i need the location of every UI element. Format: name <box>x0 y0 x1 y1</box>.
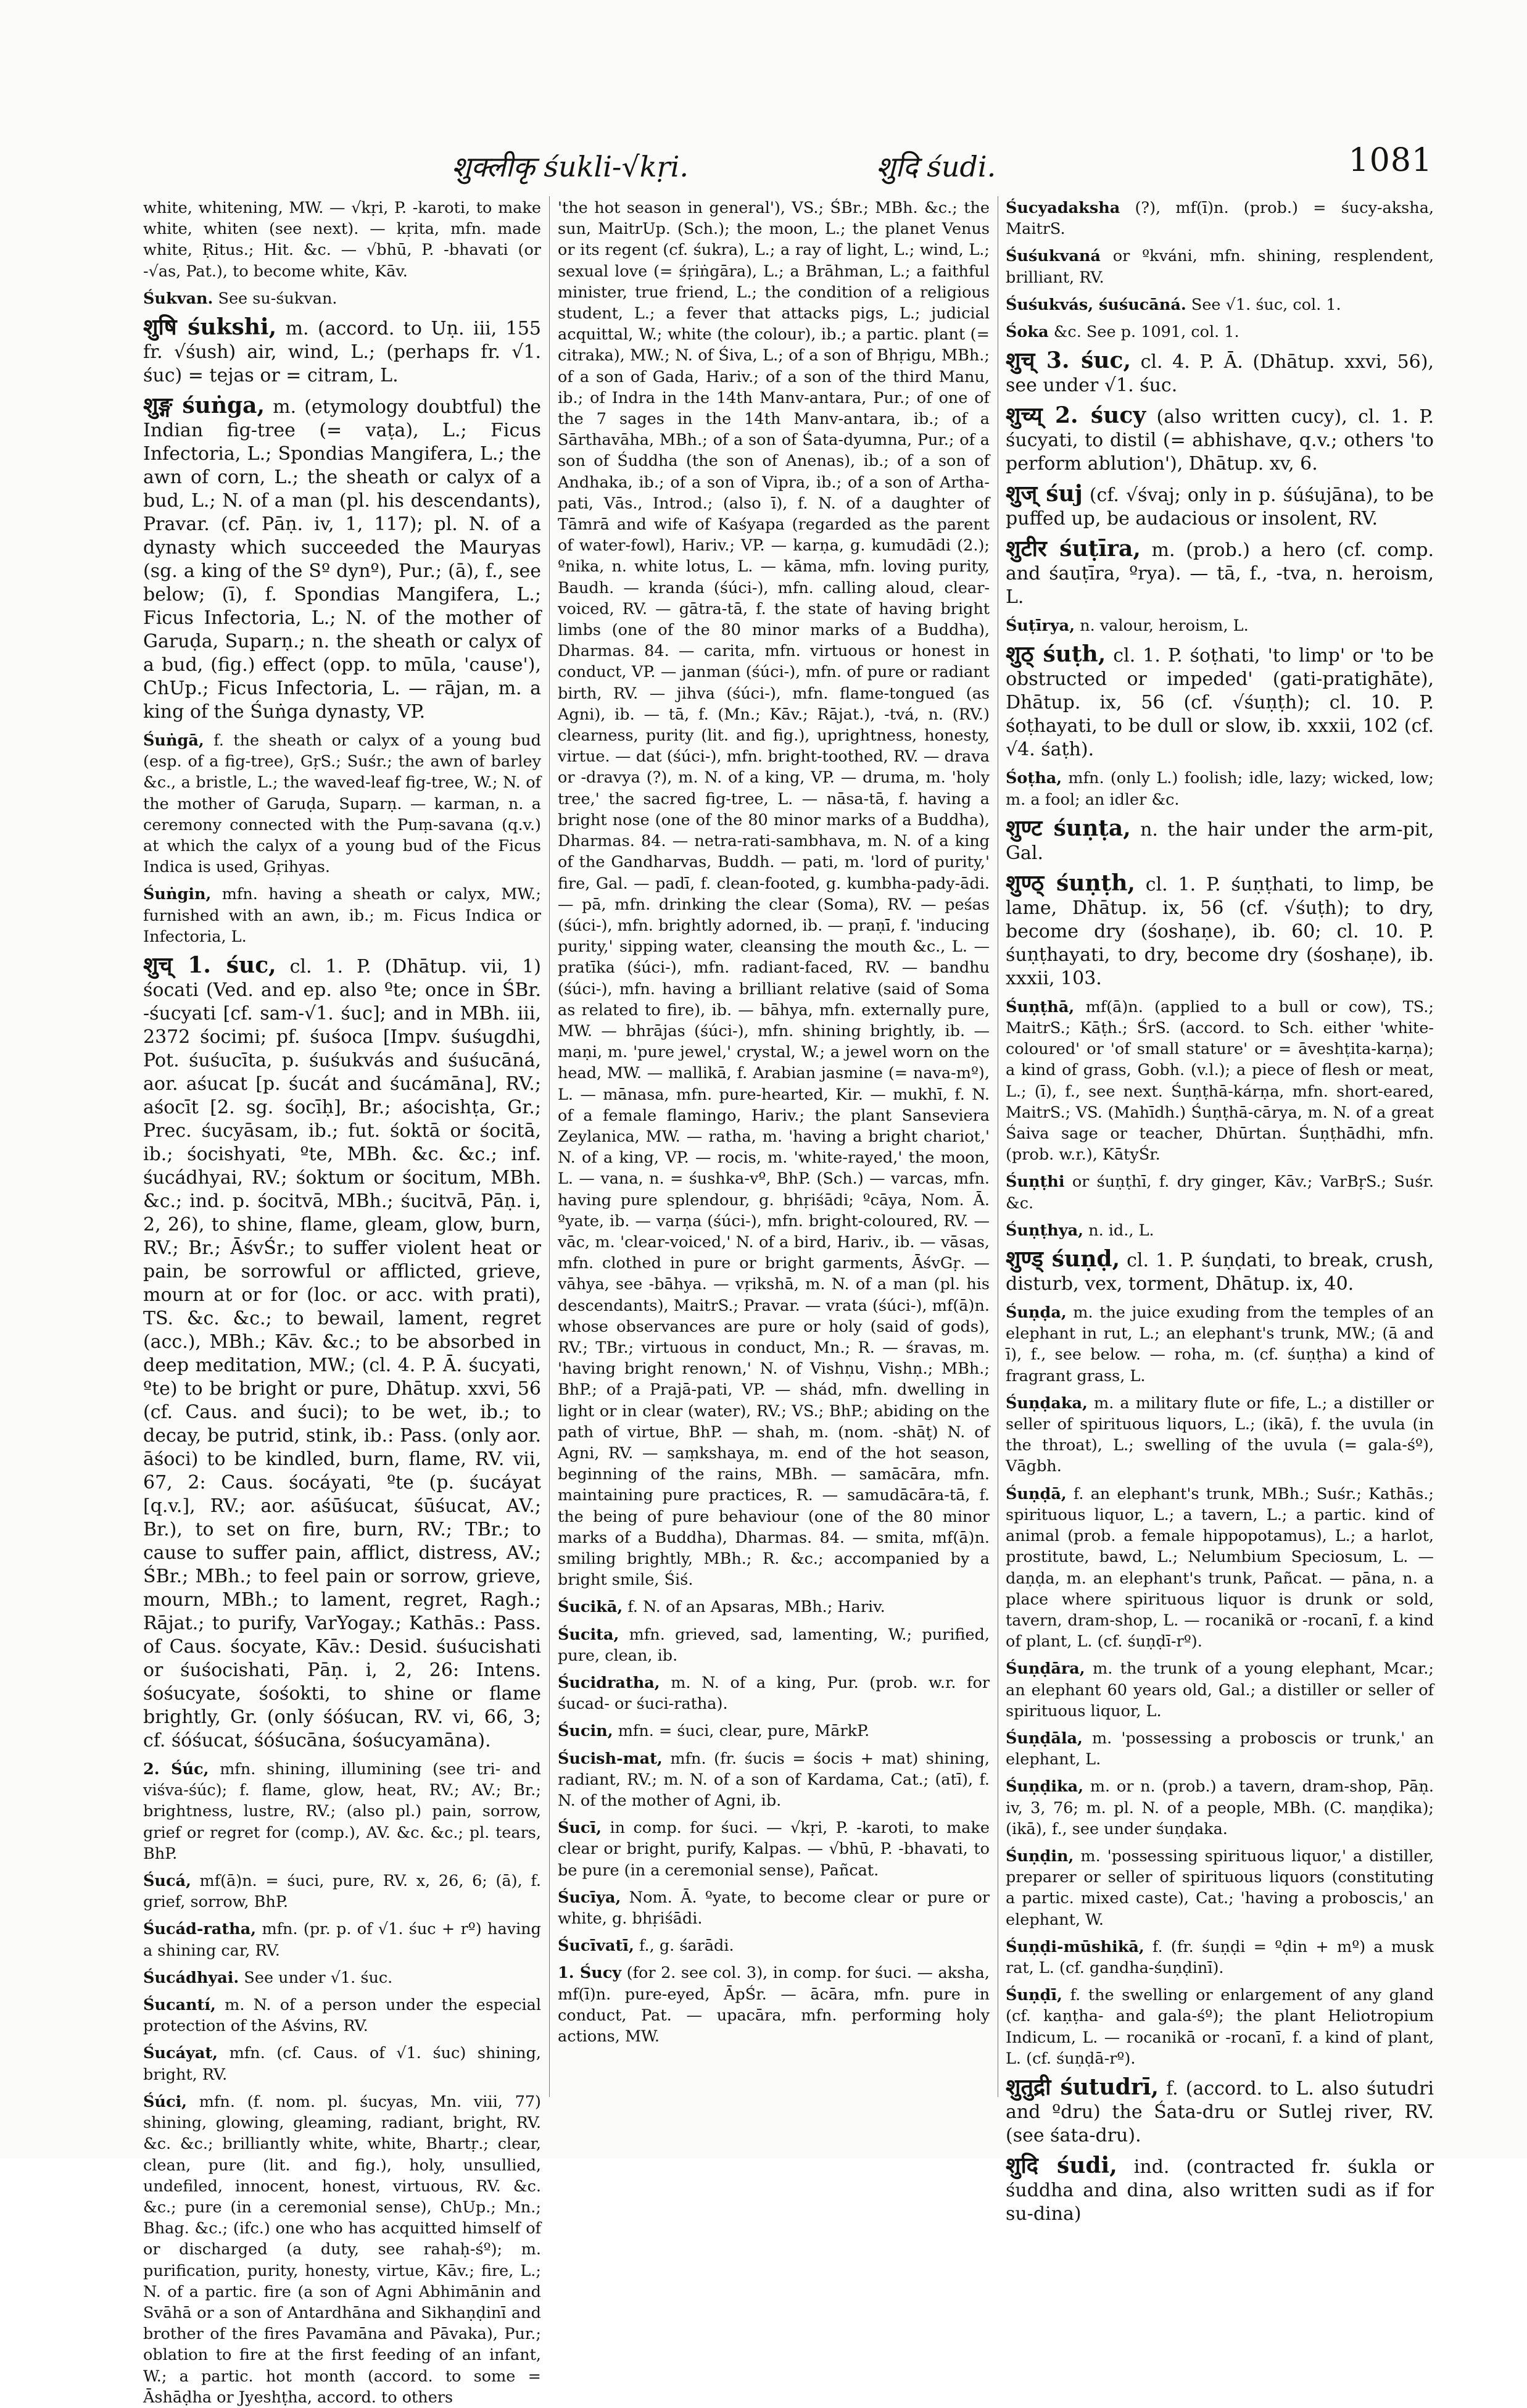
entry-definition: n. valour, heroism, L. <box>1080 617 1249 636</box>
dictionary-entry <box>1006 1846 1434 1930</box>
entry-definition: m. (prob.) a hero (cf. comp. and śauṭīra, ºrya). — tā, f., -tva, n. heroism, L. <box>1006 539 1434 608</box>
entry-definition: m. (etymology doubtful) the Indian fig-tree (= vaṭa), L.; Ficus Infectoria, L.; Spondias Mangifera, L.; the awn of corn, L.; the sheath or calyx of a bud, L.; N. of a man (pl. his descendants), Pravar. (cf. Pāṇ. iv, 1, 117); pl. N. of a dynasty which succeeded the Mauryas (sg. a king of the Sº dynº), Pur.; (ā), f., see below; (ī), f. Spondias Mangifera, L.; Ficus Infectoria, L.; N. of the mother of Garuḍa, Suparṇ.; n. the sheath or calyx of a bud, (fig.) effect (opp. to mūla, 'cause'), ChUp.; Ficus Infectoria, L. — rājan, m. a king of the Śuṅga dynasty, VP. <box>143 396 541 723</box>
entry-definition: Nom. Ā. ºyate, to become clear or pure or white, g. bhṛiśādi. <box>558 1888 990 1928</box>
entry-headword: Śucish-mat, <box>558 1749 663 1768</box>
entry-definition: m. (accord. to Uṇ. iii, 155 fr. √śush) air, wind, L.; (perhaps fr. √1. śuc) = tejas or = citram, L. <box>143 318 542 387</box>
entry-headword: Śuṭīrya, <box>1006 617 1075 636</box>
dictionary-entry <box>1006 642 1434 762</box>
dictionary-entry <box>143 953 541 1753</box>
entry-headword: शुदि śudi, <box>1006 2152 1117 2178</box>
entry-definition: cl. 1. P. śuṇḍati, to break, crush, disturb, vex, torment, Dhātup. ix, 40. <box>1006 1250 1434 1295</box>
entry-headword: Śucikā, <box>558 1598 623 1617</box>
dictionary-entry <box>1006 1393 1434 1477</box>
column-2 <box>558 197 990 2098</box>
entry-definition: m. a military flute or fife, L.; a distiller or seller of spirituous liquors, L.; (ikā), f. the uvula (in the throat), L.; swelling of the uvula (= gala-śº), Vāgbh. <box>1006 1393 1434 1476</box>
entry-definition: (for 2. see col. 3), in comp. for śuci. — aksha, mf(ī)n. pure-eyed, ĀpŚr. — ācāra, mfn. pure in conduct, Pat. — upacāra, mfn. performing holy actions, MW. <box>558 1964 990 2046</box>
dictionary-entry <box>1006 1776 1434 1840</box>
entry-headword: Śoṭha, <box>1006 769 1062 788</box>
entry-headword: Śucīya, <box>558 1888 621 1907</box>
entry-headword: Śucáyat, <box>143 2044 218 2063</box>
dictionary-entry <box>143 2043 541 2085</box>
entry-headword: Śucī, <box>558 1819 602 1838</box>
entry-headword: Śuṇḍāla, <box>1006 1729 1083 1748</box>
column-1 <box>143 197 542 2407</box>
entry-headword: Śuśukvás, śuśucāná. <box>1006 295 1186 314</box>
entry-headword: Śuṇḍaka, <box>1006 1393 1088 1413</box>
dictionary-entry <box>143 1919 541 1961</box>
middle-running-head: शुदि śudi. <box>876 150 996 183</box>
entry-headword: Śucīvatī, <box>558 1937 634 1956</box>
dictionary-entry <box>1006 197 1434 239</box>
entry-headword: शुठ् śuṭh, <box>1006 641 1106 668</box>
entry-definition: n. the hair under the arm-pit, Gal. <box>1006 818 1434 864</box>
entry-headword: Śuṅgā, <box>143 731 204 750</box>
entry-definition: mf(ā)n. = śuci, pure, RV. x, 26, 6; (ā), f. grief, sorrow, BhP. <box>143 1872 541 1912</box>
dictionary-entry <box>1006 322 1434 343</box>
entry-headword: Śuṇḍin, <box>1006 1846 1074 1866</box>
dictionary-entry <box>1006 1985 1434 2069</box>
entry-headword: Śuṇṭhā, <box>1006 997 1075 1016</box>
entry-headword: शुङ्ग śuṅga, <box>143 392 265 419</box>
entry-headword: Śuṇṭhya, <box>1006 1221 1084 1240</box>
entry-headword: Śoka <box>1006 323 1049 342</box>
entry-headword: Śuṇṭhi <box>1006 1173 1065 1192</box>
dictionary-entry <box>143 197 541 282</box>
entry-definition: mfn. shining, illumining (see tri- and viśva-śúc); f. flame, glow, heat, RV.; AV.; Br.; brightness, lustre, RV.; (also pl.) pain, sorrow, grief or regret for (comp.), AV. &c. &c.; pl. tears, BhP. <box>143 1760 542 1863</box>
entry-headword: Śuṇḍi-mūshikā, <box>1006 1937 1144 1956</box>
entry-definition: (?), mf(ī)n. (prob.) = śucy-aksha, MaitrS. <box>1006 199 1434 239</box>
entry-definition: cl. 1. P. śuṇṭhati, to limp, be lame, Dhātup. ix, 56 (cf. √śuṭh); to dry, become dry (śoshaṇe), ib. 60; cl. 10. P. śuṇṭhayati, to dry, become dry (śoshaṇe), ib. xxxii, 103. <box>1006 873 1434 989</box>
entry-definition: n. id., L. <box>1088 1221 1154 1240</box>
entry-definition: f. the sheath or calyx of a young bud (esp. of a fig-tree), GṛS.; Suśr.; the awn of barley &c., a bristle, L.; the waved-leaf fig-tree, W.; N. of the mother of Garuḍa, Suparṇ. — karman, n. a ceremony connected with the Puṃ-savana (q.v.) at which the calyx of a young bud of the Ficus Indica is used, Gṛihyas. <box>143 731 541 877</box>
dictionary-entry <box>1006 816 1434 865</box>
entry-definition: cl. 1. P. (Dhātup. vii, 1) śocati (Ved. and ep. also ºte; once in ŚBr. -śucyati [cf. sam-√1. śuc]; and in MBh. iii, 2372 śocimi; pf. śuśoca [Impv. śuśugdhi, Pot. śuśucīta, p. śuśukvás and śuśucāná, aor. aśucat [p. śucát and śucámāna], RV.; aśocīt [2. sg. śocīḥ], Br.; aśocishṭa, Gr.; Prec. śucyāsam, ib.; fut. śoktā or śocitā, ib.; śocishyati, ºte, MBh. &c. &c.; inf. śucádhyai, RV.; śoktum or śocitum, MBh. &c.; ind. p. śocitvā, MBh.; śucitvā, Pāṇ. i, 2, 26), to shine, flame, gleam, glow, burn, RV.; Br.; ĀśvŚr.; to suffer violent heat or pain, be sorrowful or afflicted, grieve, mourn at or for (loc. or acc. with prati), TS. &c. &c.; to bewail, lament, regret (acc.), MBh.; Kāv. &c.; to be absorbed in deep meditation, MW.; (cl. 4. P. Ā. śucyati, ºte) to be bright or pure, Dhātup. xxvi, 56 (cf. Caus. and śuci); to be wet, ib.; to decay, be putrid, stink, ib.: Pass. (only aor. āśoci) to be kindled, burn, flame, RV. vii, 67, 2: Caus. śocáyati, ºte (p. śucáyat [q.v.], RV.; aor. aśūśucat, śūśucat, AV.; Br.), to set on fire, burn, RV.; TBr.; to cause to suffer pain, afflict, distress, AV.; ŚBr.; MBh.; to feel pain or sorrow, grieve, mourn, MBh.; to lament, regret, Ragh.; Rājat.; to purify, VarYogay.; Kathās.: Pass. of Caus. śocyate, Kāv.: Desid. śuśucishati or śuśocishati, Pāṇ. i, 2, 26: Intens. śośucyate, śośokti, to shine or flame brightly, Gr. (only śóśucan, RV. vi, 66, 3; cf. śóśucat, śóśucāna, śośucyamāna). <box>143 956 541 1752</box>
entry-definition: mfn. (pr. p. of √1. śuc + rº) having a shining car, RV. <box>143 1920 541 1960</box>
entry-definition: cl. 4. P. Ā. (Dhātup. xxvi, 56), see under √1. śuc. <box>1006 351 1434 397</box>
dictionary-entry <box>1006 404 1434 476</box>
dictionary-entry <box>143 288 541 309</box>
dictionary-entry <box>1006 1728 1434 1770</box>
dictionary-entry <box>143 884 541 947</box>
dictionary-entry <box>1006 246 1434 288</box>
entry-definition: 'the hot season in general'), VS.; ŚBr.; MBh. &c.; the sun, MaitrUp. (Sch.); the moon, L.; the planet Venus or its regent (cf. śukra), L.; a ray of light, L.; wind, L.; sexual love (= śṛiṅgāra), L.; a Brāhman, L.; a faithful minister, true friend, L.; the condition of a religious student, L.; a fever that attacks pigs, L.; judicial acquittal, W.; white (the colour), ib.; a partic. plant (= citraka), MW.; N. of Śiva, L.; of a son of Bhṛigu, MBh.; of a son of Gada, Hariv.; of a son of the third Manu, ib.; of Indra in the 14th Manv-antara, Pur.; of one of the 7 sages in the 14th Manv-antara, ib.; of a Sārthavāha, MBh.; of a son of Śata-dyumna, Pur.; of a son of Śuddha (the son of Anenas), ib.; of a son of Andhaka, ib.; of a son of Vipra, ib.; of a son of Artha-pati, Vās., Introd.; (also ī), f. N. of a daughter of Tāmrā and wife of Kaśyapa (regarded as the parent of water-fowl), Hariv.; VP. — karṇa, g. kumudādi (2.); ºnika, n. white lotus, L. — kāma, mfn. loving purity, Baudh. — kranda (śúci-), mfn. calling aloud, clear-voiced, RV. — gātra-tā, f. the state of having bright limbs (one of the 80 minor marks of a Buddha), Dharmas. 84. — carita, mfn. virtuous or honest in conduct, VP. — janman (śúci-), mfn. of pure or radiant birth, RV. — jihva (śúci-), mfn. flame-tongued (as Agni), ib. — tā, f. (Mn.; Kāv.; Rājat.), -tvá, n. (RV.) clearness, purity (lit. and fig.), uprightness, honesty, virtue. — dat (śúci-), mfn. bright-toothed, RV. — drava or -dravya (?), m. N. of a king, VP. — druma, m. 'holy tree,' the sacred fig-tree, L. — nāsa-tā, f. having a bright nose (one of the 80 minor marks of a Buddha), Dharmas. 84. — netra-rati-sambhava, m. N. of a king of the Gandharvas, Buddh. — pati, m. 'lord of purity,' fire, Gal. — padī, f. clean-footed, g. kumbha-pady-ādi. — pā, mfn. drinking the clear (Soma), RV. — peśas (śúci-), mfn. brightly adorned, ib. — praṇī, f. 'inducing purity,' sipping water, cleansing the mouth &c., L. — pratīka (śúci-), mfn. radiant-faced, RV. — bandhu (śúci-), mfn. having a brilliant relative (said of Soma as related to fire), ib. — bāhya, mfn. externally pure, MW. — bhrājas (śúci-), mfn. shining brightly, ib. — maṇi, m. 'pure jewel,' crystal, W.; a jewel worn on the head, MW. — mallikā, f. Arabian jasmine (= nava-mº), L. — mānasa, mfn. pure-hearted, Kir. — mukhī, f. N. of a female flamingo, Hariv.; the plant Sanseviera Zeylanica, MW. — ratha, m. 'having a bright chariot,' N. of a king, VP. — rocis, m. 'white-rayed,' the moon, L. — vana, n. = śushka-vº, BhP. (Sch.) — varcas, mfn. having pure splendour, g. bhṛiśādi; ºcāya, Nom. Ā. ºyate, ib. — varṇa (śúci-), mfn. bright-coloured, RV. — vāc, m. 'clear-voiced,' N. of a bird, Hariv., ib. — vāsas, mfn. clothed in pure or bright garments, ĀśvGṛ. — vāhya, see -bāhya. — vṛikshā, m. N. of a man (pl. his descendants), MaitrS.; Pravar. — vrata (śúci-), mf(ā)n. whose observances are pure or holy (said of gods), RV.; TBr.; virtuous in conduct, Mn.; R. — śravas, m. 'having bright renown,' N. of Vishṇu, Vishṇ.; MBh.; BhP.; of a Prajā-pati, VP. — shád, mfn. dwelling in light or in clear (water), RV.; VS.; BhP.; abiding on the path of virtue, BhP. — shah, m. (nom. -shāṭ) N. of Agni, RV. — saṃkshaya, m. end of the hot season, beginning of the rains, MBh. — samācāra, mfn. maintaining pure practices, R. — samudācāra-tā, f. the being of pure behaviour (one of the 80 minor marks of a Buddha), Dharmas. 84. — smita, mf(ā)n. smiling brightly, MBh.; R. &c.; accompanied by a bright smile, Śiś. <box>558 199 990 1590</box>
entry-headword: 2. Śúc, <box>143 1760 209 1779</box>
dictionary-entry <box>1006 615 1434 636</box>
entry-definition: (also written cucy), cl. 1. P. śucyati, to distil (= abhishave, q.v.; others 'to perform ablution'), Dhātup. xv, 6. <box>1006 406 1434 475</box>
entry-definition: m. 'possessing spirituous liquor,' a distiller, preparer or seller of spirituous liquors (constituting a partic. mixed caste), Cat.; 'having a proboscis,' an elephant, W. <box>1006 1846 1434 1929</box>
dictionary-entry <box>558 1672 990 1714</box>
entry-definition: See under √1. śuc. <box>244 1968 393 1987</box>
entry-headword: शुषि śukshi, <box>143 314 277 341</box>
column-rule <box>549 196 550 2097</box>
entry-headword: शुण्ठ् śuṇṭh, <box>1006 870 1135 896</box>
entry-headword: Śucyadaksha <box>1006 199 1120 217</box>
entry-headword: Śuṇḍā, <box>1006 1484 1067 1503</box>
dictionary-entry <box>1006 482 1434 531</box>
dictionary-entry <box>143 1759 541 1864</box>
entry-definition: or śuṇṭhī, f. dry ginger, Kāv.; VarBṛS.; Suśr. &c. <box>1006 1173 1434 1213</box>
entry-headword: Śucita, <box>558 1625 619 1644</box>
entry-definition: &c. See p. 1091, col. 1. <box>1053 323 1239 342</box>
entry-definition: cl. 1. P. śoṭhati, 'to limp' or 'to be obstructed or impeded' (gati-pratighāte), Dhātup. ix, 56 (cf. √śuṇṭh); cl. 10. P. śoṭhayati, to be dull or slow, ib. xxxii, 102 (cf. √4. śaṭh). <box>1006 645 1434 761</box>
entry-definition: mfn. grieved, sad, lamenting, W.; purified, pure, clean, ib. <box>558 1625 990 1665</box>
dictionary-entry <box>143 2091 541 2408</box>
entry-definition: mf(ā)n. (applied to a bull or cow), TS.; MaitrS.; Kāṭh.; ŚrS. (accord. to Sch. either 'white-coloured' or 'of small stature' or = āveshṭita-karṇa); a kind of grass, Gobh. (v.l.); a piece of flesh or meat, L.; (ī), f., see next. Śuṇṭhā-kárṇa, mfn. short-eared, MaitrS.; VS. (Mahīdh.) Śuṇṭhā-cārya, m. N. of a great Śaiva sage or teacher, Dhūrtan. Śuṇṭhādhi, mfn. (prob. w.r.), KātyŚr. <box>1006 997 1434 1165</box>
entry-headword: Śucin, <box>558 1722 613 1741</box>
column-3 <box>1006 197 1434 2225</box>
dictionary-entry <box>1006 2154 1434 2226</box>
entry-definition: mfn. (f. nom. pl. śucyas, Mn. viii, 77) shining, glowing, gleaming, radiant, bright, RV. &c. &c.; brilliantly white, white, Bhartṛ.; clear, clean, pure (lit. and fig.), holy, unsullied, undefiled, innocent, honest, virtuous, RV. &c. &c.; pure (in a ceremonial sense), ChUp.; Mn.; Bhag. &c.; (ifc.) one who has acquitted himself of or discharged (a duty, see rahaḥ-śº); m. purification, purity, honesty, virtue, Kāv.; fire, L.; N. of a partic. fire (a son of Agni Abhimānin and Svāhā or a son of Antardhāna and Sikhaṇḍinī and brother of the fires Pavamāna and Pāvaka), Pur.; oblation to fire at the first feeding of an infant, W.; a partic. hot month (accord. to some = Āshāḍha or Jyeshṭha, accord. to others <box>143 2092 541 2407</box>
entry-headword: Śucantí, <box>143 1996 216 2015</box>
dictionary-entry <box>1006 294 1434 315</box>
page-header <box>143 135 1433 190</box>
entry-headword: शुज् śuj <box>1006 481 1083 507</box>
dictionary-entry <box>558 1748 990 1812</box>
dictionary-entry <box>558 1887 990 1929</box>
dictionary-entry <box>1006 1171 1434 1213</box>
entry-headword: Śucá, <box>143 1872 191 1891</box>
entry-headword: शुटीर śuṭīra, <box>1006 536 1141 562</box>
dictionary-entry <box>558 1596 990 1617</box>
entry-headword: Śuśukvaná <box>1006 247 1101 266</box>
dictionary-entry <box>1006 1937 1434 1978</box>
entry-headword: शुच्य् 2. śucy <box>1006 402 1146 429</box>
entry-headword: Śuṇḍa, <box>1006 1303 1067 1322</box>
entry-definition: f. an elephant's trunk, MBh.; Suśr.; Kathās.; spirituous liquor, L.; a tavern, L.; a partic. kind of animal (prob. a female hippopotamus), L.; a harlot, prostitute, bawd, L.; Nelumbium Speciosum, L. — daṇḍa, m. an elephant's trunk, Pañcat. — pāna, n. a place where spirituous liquor is drunk or sold, tavern, dram-shop, L. — rocanikā or -rocanī, f. a kind of plant, L. (cf. śuṇḍī-rº). <box>1006 1484 1434 1651</box>
dictionary-entry <box>1006 1247 1434 1296</box>
entry-definition: m. N. of a king, Pur. (prob. w.r. for śucad- or śuci-ratha). <box>558 1674 990 1714</box>
dictionary-entry <box>1006 1302 1434 1387</box>
dictionary-entry <box>143 1967 541 1988</box>
dictionary-entry <box>558 1721 990 1742</box>
entry-headword: Śucidratha, <box>558 1674 660 1693</box>
entry-definition: m. the trunk of a young elephant, Mcar.; an elephant 60 years old, Gal.; a distiller or seller of spirituous liquor, L. <box>1006 1659 1434 1721</box>
dictionary-entry <box>1006 1658 1434 1722</box>
entry-headword: 1. Śucy <box>558 1964 622 1983</box>
dictionary-entry <box>1006 871 1434 990</box>
entry-headword: शुण्ड् śuṇḍ, <box>1006 1246 1120 1273</box>
entry-definition: mfn. (cf. Caus. of √1. śuc) shining, bright, RV. <box>143 2044 541 2084</box>
entry-headword: Śucád-ratha, <box>143 1920 257 1939</box>
dictionary-entry <box>558 1935 990 1956</box>
dictionary-entry <box>1006 537 1434 609</box>
dictionary-entry <box>143 1870 541 1912</box>
entry-headword: Śuṅgin, <box>143 885 212 904</box>
left-running-head: शुक्लीकृ śukli-√kṛi. <box>452 150 689 183</box>
entry-headword: Śuṇḍāra, <box>1006 1659 1085 1679</box>
dictionary-entry <box>143 394 541 724</box>
entry-definition: m. N. of a person under the especial protection of the Aśvins, RV. <box>143 1996 541 2036</box>
entry-headword: Śúci, <box>143 2092 188 2111</box>
dictionary-entry <box>143 730 541 878</box>
entry-definition: mfn. (fr. śucis = śocis + mat) shining, radiant, RV.; m. N. of a son of Kardama, Cat.; (atī), f. N. of the mother of Agni, ib. <box>558 1749 990 1811</box>
dictionary-entry <box>143 315 541 388</box>
entry-definition: f. the swelling or enlargement of any gland (cf. kaṇṭha- and gala-śº); the plant Heliotropium Indicum, L. — rocanikā or -rocanī, f. a kind of plant, L. (cf. śuṇḍā-rº). <box>1006 1986 1434 2068</box>
entry-headword: Śucádhyai. <box>143 1968 239 1987</box>
entry-definition: m. the juice exuding from the temples of an elephant in rut, L.; an elephant's trunk, MW.; (ā and ī), f., see below. — roha, m. (cf. śuṇṭha) a kind of fragrant grass, L. <box>1006 1303 1434 1385</box>
dictionary-entry <box>558 1962 990 2047</box>
entry-definition: mfn. (only L.) foolish; idle, lazy; wicked, low; m. a fool; an idler &c. <box>1006 769 1434 809</box>
dictionary-entry <box>1006 2075 1434 2148</box>
entry-definition: See √1. śuc, col. 1. <box>1191 295 1341 314</box>
entry-headword: Śukvan. <box>143 289 213 308</box>
entry-definition: See su-śukvan. <box>218 289 337 308</box>
dictionary-entry <box>558 1624 990 1666</box>
dictionary-entry <box>558 197 990 1590</box>
entry-headword: शुण्ट śuṇṭa, <box>1006 815 1131 841</box>
entry-definition: f. N. of an Apsaras, MBh.; Hariv. <box>627 1598 885 1617</box>
dictionary-entry <box>1006 768 1434 810</box>
entry-headword: शुतुद्री śutudrī, <box>1006 2074 1159 2100</box>
entry-definition: m. or n. (prob.) a tavern, dram-shop, Pāṇ. iv, 3, 76; m. pl. N. of a people, MBh. (C. maṇḍika); (ikā), f., see under śuṇḍaka. <box>1006 1777 1434 1838</box>
dictionary-entry <box>1006 1220 1434 1241</box>
entry-definition: in comp. for śuci. — √kṛi, P. -karoti, to make clear or bright, purify, Kalpas. — √bhū, P. -bhavati, to be pure (in a ceremonial sense), Pañcat. <box>558 1819 990 1880</box>
entry-definition: f. (accord. to L. also śutudri and ºdru) the Śata-dru or Sutlej river, RV. (see śata-dru). <box>1006 2077 1434 2146</box>
entry-headword: Śuṇḍī, <box>1006 1986 1062 2005</box>
dictionary-entry <box>1006 349 1434 397</box>
dictionary-entry <box>558 1817 990 1881</box>
entry-headword: Śuṇḍika, <box>1006 1777 1084 1796</box>
entry-definition: f. (fr. śuṇḍi = ºḍin + mº) a musk rat, L. (cf. gandha-śuṇḍinī). <box>1006 1937 1434 1977</box>
dictionary-entry <box>1006 1484 1434 1653</box>
entry-definition: white, whitening, MW. — √kṛi, P. -karoti, to make white, whiten (see next). — kṛita, mfn. made white, Ṛitus.; Hit. &c. — √bhū, P. -bhavati (or -√as, Pat.), to become white, Kāv. <box>143 199 541 281</box>
entry-definition: f., g. śarādi. <box>639 1937 734 1956</box>
entry-definition: ind. (contracted fr. śukla or śuddha and dina, also written sudi as if for su-dina) <box>1006 2156 1434 2225</box>
page-number: 1081 <box>1348 142 1433 179</box>
entry-headword: शुच् 1. śuc, <box>143 952 276 979</box>
entry-headword: शुच् 3. śuc, <box>1006 347 1132 374</box>
entry-definition: (cf. √śvaj; only in p. śúśujāna), to be puffed up, be audacious or insolent, RV. <box>1006 484 1434 530</box>
dictionary-entry <box>143 1995 541 2036</box>
entry-definition: mfn. = śuci, clear, pure, MārkP. <box>618 1722 870 1741</box>
entry-definition: or ºkváni, mfn. shining, resplendent, brilliant, RV. <box>1006 247 1434 287</box>
dictionary-entry <box>1006 997 1434 1166</box>
entry-definition: m. 'possessing a proboscis or trunk,' an elephant, L. <box>1006 1729 1434 1769</box>
entry-definition: mfn. having a sheath or calyx, MW.; furnished with an awn, ib.; m. Ficus Indica or Infectoria, L. <box>143 885 541 946</box>
